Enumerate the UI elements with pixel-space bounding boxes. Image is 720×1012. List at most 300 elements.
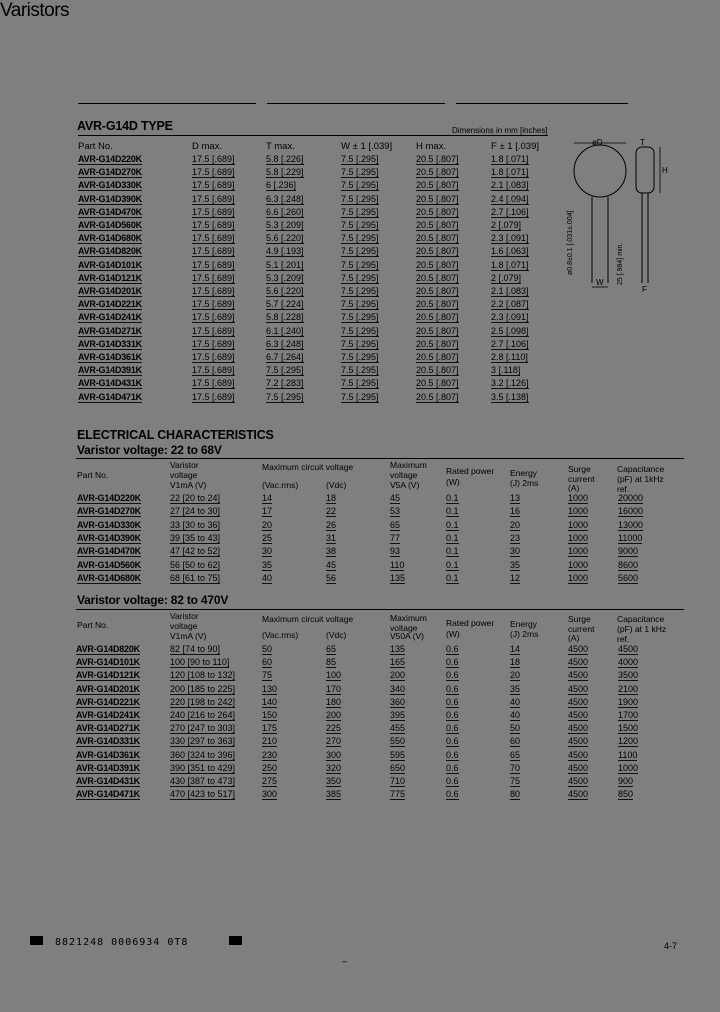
table-cell: 6.3 [.248] (266, 338, 304, 349)
table-cell: 7.5 [.295] (341, 286, 379, 296)
table-cell: 7.5 [.295] (341, 391, 379, 402)
table-cell: 17.5 [.689] (192, 246, 235, 257)
part-number-cell: AVR-G14D220K (77, 493, 141, 503)
table-cell: 2 [.079] (491, 220, 522, 230)
table-cell: 3500 (618, 670, 639, 681)
table-cell: 710 (390, 776, 406, 786)
varistor-outline-diagram (560, 135, 672, 295)
table-cell: 7.5 [.295] (341, 325, 379, 336)
table-cell: 17.5 [.689] (192, 220, 235, 230)
part-number-cell: AVR-G14D270K (77, 506, 141, 517)
table-cell: 135 (390, 644, 406, 654)
table-cell: 2.1 [.083] (491, 286, 529, 296)
table-cell: 0.1 (446, 519, 459, 530)
table-cell: 135 (390, 572, 406, 583)
part-number-cell: AVR-G14D361K (76, 749, 140, 760)
table-cell: 2.2 [.087] (491, 299, 529, 310)
table-cell: 20.5 [.807] (416, 154, 459, 164)
col-h-max: H max. (416, 141, 447, 152)
table-cell: 6.7 [.264] (266, 352, 304, 362)
label-h: H (662, 166, 668, 175)
table-cell: 33 [30 to 36] (170, 519, 221, 530)
table-cell: 2.1 [.083] (491, 180, 529, 191)
col-varistor-voltage: Varistor voltage (170, 460, 199, 480)
col-vac: (Vac.rms) (262, 480, 299, 490)
table-cell: 35 (262, 559, 273, 570)
table-cell: 0.6 (446, 710, 459, 720)
table-cell: 20.5 [.807] (416, 365, 459, 376)
table-cell: 1000 (618, 762, 639, 773)
table-cell: 2.3 [.091] (491, 233, 529, 244)
part-number-cell: AVR-G14D121K (76, 670, 140, 681)
table-cell: 1000 (568, 559, 589, 570)
col-energy: Energy (510, 619, 537, 629)
table-cell: 7.5 [.295] (341, 259, 379, 270)
part-number-cell: AVR-G14D330K (77, 519, 141, 530)
table-cell: 275 (262, 776, 278, 786)
col-surge-unit: (A) (568, 483, 580, 493)
col-cap-unit: (pF) at 1 kHz (617, 624, 667, 634)
table-cell: 5.1 [.201] (266, 259, 304, 270)
table-cell: 35 (510, 559, 521, 570)
table-cell: 17.5 [.689] (192, 180, 235, 191)
table-cell: 100 (326, 670, 342, 681)
col-vunit: V50A (V) (390, 631, 425, 641)
table-cell: 17.5 [.689] (192, 352, 235, 362)
part-number-cell: AVR-G14D201K (78, 286, 142, 296)
part-number-cell: AVR-G14D101K (76, 657, 140, 668)
divider (76, 609, 684, 610)
table-cell: 0.6 (446, 789, 459, 800)
table-cell: 470 [423 to 517] (170, 789, 236, 800)
table-cell: 0.6 (446, 696, 459, 707)
table-cell: 330 [297 to 363] (170, 736, 236, 747)
table-cell: 40 (510, 696, 521, 707)
table-cell: 7.5 [.295] (341, 272, 379, 283)
table-cell: 7.5 [.295] (341, 378, 379, 389)
col-max-circuit-voltage: Maximum circuit voltage (262, 614, 354, 624)
table-cell: 7.5 [.295] (341, 365, 379, 376)
table-cell: 1000 (568, 532, 589, 543)
table-cell: 17.5 [.689] (192, 154, 235, 164)
label-t: T (640, 138, 645, 147)
part-number-cell: AVR-G14D121K (78, 272, 142, 283)
disc-side-shape (636, 147, 654, 193)
table-cell: 4500 (568, 644, 589, 654)
table-cell: 17.5 [.689] (192, 338, 235, 349)
table-cell: 40 (510, 710, 521, 720)
table-cell: 20 (510, 670, 521, 681)
table-cell: 17.5 [.689] (192, 193, 235, 204)
table-cell: 6.3 [.248] (266, 193, 304, 204)
page-number: 4-7 (664, 941, 678, 951)
table-cell: 180 (326, 696, 342, 707)
table-cell: 3.2 [.126] (491, 378, 529, 389)
table-cell: 270 [247 to 303] (170, 723, 236, 734)
table-cell: 20.5 [.807] (416, 312, 459, 323)
table-cell: 30 (262, 546, 273, 557)
col-cap-ref: ref. (617, 634, 630, 644)
table-cell: 300 (262, 789, 278, 800)
col-max-circuit-voltage: Maximum circuit voltage (262, 462, 354, 472)
table-cell: 220 [198 to 242] (170, 696, 236, 707)
table-cell: 360 (390, 696, 406, 707)
part-number-cell: AVR-G14D390K (77, 532, 141, 543)
table-cell: 0.1 (446, 532, 459, 543)
table-cell: 4500 (568, 789, 589, 800)
footer-mark (30, 936, 43, 945)
table-cell: 35 (510, 683, 521, 694)
col-capacitance: Capacitance (617, 614, 665, 624)
table-cell: 20.5 [.807] (416, 167, 459, 178)
table-cell: 5.7 [.224] (266, 299, 304, 310)
col-rated-power: Rated power (446, 466, 495, 476)
table-cell: 300 (326, 749, 342, 760)
table-cell: 68 [61 to 75] (170, 572, 221, 583)
table-cell: 455 (390, 723, 406, 734)
label-w: W (596, 278, 604, 287)
part-number-cell: AVR-G14D201K (76, 683, 140, 694)
table-cell: 20.5 [.807] (416, 272, 459, 283)
footer-dash: – (342, 956, 348, 966)
table-cell: 340 (390, 683, 406, 694)
footer-code: 8821248 0006934 0T8 (55, 937, 189, 948)
table-cell: 65 (390, 519, 401, 530)
col-capacitance: Capacitance (617, 464, 665, 474)
table-cell: 6.6 [.260] (266, 206, 304, 217)
table-cell: 45 (390, 493, 401, 503)
table-cell: 270 (326, 736, 342, 747)
col-f: F ± 1 [.039] (491, 141, 539, 152)
table-cell: 17.5 [.689] (192, 233, 235, 244)
label-lead-length: 25 [.984] min. (617, 242, 624, 285)
divider (267, 103, 445, 104)
table-cell: 65 (326, 644, 337, 654)
table-cell: 4500 (568, 762, 589, 773)
part-number-cell: AVR-G14D271K (78, 325, 142, 336)
dimensions-note: Dimensions in mm [inches] (452, 126, 548, 135)
part-number-cell: AVR-G14D101K (78, 259, 142, 270)
table-cell: 595 (390, 749, 406, 760)
table-cell: 2.8 [.110] (491, 352, 528, 362)
table-cell: 1.8 [.071] (491, 259, 529, 270)
table-cell: 2.5 [.098] (491, 325, 529, 336)
table-cell: 20.5 [.807] (416, 338, 459, 349)
table-cell: 550 (390, 736, 406, 747)
table-cell: 17.5 [.689] (192, 259, 235, 270)
part-number-cell: AVR-G14D330K (78, 180, 142, 191)
table-cell: 60 (262, 657, 273, 668)
col-cap-unit: (pF) at 1kHz (617, 474, 664, 484)
table-cell: 4500 (568, 683, 589, 694)
table-cell: 17.5 [.689] (192, 286, 235, 296)
table-cell: 50 (510, 723, 521, 734)
table-cell: 1000 (568, 546, 589, 557)
divider (456, 103, 628, 104)
table-cell: 7.5 [.295] (341, 312, 379, 323)
table-cell: 5.6 [.220] (266, 233, 304, 244)
table-cell: 200 (326, 710, 342, 720)
part-number-cell: AVR-G14D331K (76, 736, 140, 747)
table-cell: 20 (510, 519, 521, 530)
table-cell: 150 (262, 710, 278, 720)
col-vdc: (Vdc) (326, 630, 347, 640)
table-cell: 1.8 [.071] (491, 154, 529, 164)
table-cell: 120 [108 to 132] (170, 670, 236, 681)
table-cell: 7.5 [.295] (341, 220, 379, 230)
table-cell: 14 (510, 644, 521, 654)
table-cell: 75 (262, 670, 273, 681)
table-cell: 385 (326, 789, 342, 800)
table-cell: 8600 (618, 559, 639, 570)
col-w-unit: (W) (446, 629, 460, 639)
table-cell: 20.5 [.807] (416, 193, 459, 204)
table-cell: 11000 (618, 532, 643, 543)
col-varistor-voltage: Varistor voltage (170, 611, 199, 631)
part-number-cell: AVR-G14D471K (78, 391, 142, 402)
table-cell: 4500 (568, 657, 589, 668)
col-max-voltage: Maximum voltage (390, 460, 427, 480)
table-cell: 5.8 [.226] (266, 154, 304, 164)
table-cell: 4500 (568, 670, 589, 681)
table-cell: 1700 (618, 710, 639, 720)
table-cell: 165 (390, 657, 406, 668)
page-title: Varistors (0, 0, 70, 21)
col-cap-ref: ref. (617, 484, 630, 494)
table-cell: 80 (510, 789, 521, 800)
part-number-cell: AVR-G14D391K (76, 762, 140, 773)
table-cell: 7.5 [.295] (341, 167, 379, 178)
table-cell: 45 (326, 559, 337, 570)
table-cell: 4500 (568, 723, 589, 734)
table-cell: 0.6 (446, 736, 459, 747)
table-cell: 20000 (618, 493, 644, 503)
table-cell: 23 (510, 532, 521, 543)
part-number-cell: AVR-G14D361K (78, 352, 142, 362)
label-lead-diameter: ø0.8±0.1 [.031±.004] (567, 210, 574, 275)
table-cell: 775 (390, 789, 406, 800)
table-cell: 1.8 [.071] (491, 167, 529, 178)
table-cell: 0.6 (446, 762, 459, 773)
table-cell: 0.6 (446, 776, 459, 786)
part-number-cell: AVR-G14D241K (78, 312, 142, 323)
table-cell: 2.4 [.094] (491, 193, 529, 204)
table-cell: 18 (326, 493, 337, 503)
table-cell: 0.1 (446, 546, 459, 557)
part-number-cell: AVR-G14D331K (78, 338, 142, 349)
col-part-no: Part No. (78, 141, 113, 152)
table-cell: 110 (390, 559, 405, 570)
table-cell: 4500 (568, 696, 589, 707)
part-number-cell: AVR-G14D470K (77, 546, 141, 557)
table-cell: 22 (326, 506, 337, 517)
table-cell: 20.5 [.807] (416, 233, 459, 244)
part-number-cell: AVR-G14D391K (78, 365, 142, 376)
table-cell: 25 (262, 532, 273, 543)
part-number-cell: AVR-G14D270K (78, 167, 142, 178)
label-f: F (642, 285, 647, 294)
col-w: W ± 1 [.039] (341, 141, 393, 152)
table-cell: 7.5 [.295] (341, 246, 379, 257)
table-cell: 1100 (618, 749, 638, 760)
table-cell: 30 (510, 546, 521, 557)
table-cell: 17.5 [.689] (192, 312, 235, 323)
table-cell: 4500 (618, 644, 639, 654)
table-cell: 0.6 (446, 670, 459, 681)
table-cell: 320 (326, 762, 342, 773)
table-cell: 5.8 [.229] (266, 167, 304, 178)
col-part-no: Part No. (77, 470, 109, 480)
table-cell: 100 [90 to 110] (170, 657, 230, 668)
group1-title: Varistor voltage: 22 to 68V (77, 443, 222, 457)
table-cell: 17.5 [.689] (192, 365, 235, 376)
table-cell: 16000 (618, 506, 644, 517)
col-vunit: V5A (V) (390, 480, 420, 490)
col-energy-unit: (J) 2ms (510, 629, 539, 639)
table-cell: 1000 (568, 493, 589, 503)
col-d-max: D max. (192, 141, 223, 152)
table-cell: 93 (390, 546, 401, 557)
table-cell: 3.5 [.138] (491, 391, 529, 402)
table-cell: 200 (390, 670, 406, 681)
table-cell: 7.5 [.295] (266, 391, 304, 402)
electrical-section-title: ELECTRICAL CHARACTERISTICS (77, 428, 274, 442)
table-cell: 14 (262, 493, 273, 503)
table-cell: 7.2 [.283] (266, 378, 304, 389)
col-energy-unit: (J) 2ms (510, 478, 539, 488)
col-max-voltage: Maximum voltage (390, 613, 427, 633)
col-w-unit: (W) (446, 477, 460, 487)
part-number-cell: AVR-G14D431K (76, 776, 140, 786)
table-cell: 5.6 [.220] (266, 286, 304, 296)
divider (78, 103, 256, 104)
table-cell: 210 (262, 736, 278, 747)
table-cell: 20 (262, 519, 273, 530)
table-cell: 0.1 (446, 559, 459, 570)
table-cell: 20.5 [.807] (416, 391, 459, 402)
table-cell: 170 (326, 683, 342, 694)
dimensions-section-title: AVR-G14D TYPE (77, 119, 173, 133)
table-cell: 56 (326, 572, 337, 583)
table-cell: 390 [351 to 429] (170, 762, 236, 773)
table-cell: 1500 (618, 723, 639, 734)
col-v1ma: V1mA (V) (170, 631, 207, 641)
part-number-cell: AVR-G14D820K (76, 644, 140, 654)
table-cell: 4000 (618, 657, 639, 668)
part-number-cell: AVR-G14D241K (76, 710, 140, 720)
part-number-cell: AVR-G14D221K (76, 696, 140, 707)
table-cell: 20.5 [.807] (416, 180, 459, 191)
table-cell: 20.5 [.807] (416, 206, 459, 217)
part-number-cell: AVR-G14D271K (76, 723, 140, 734)
part-number-cell: AVR-G14D220K (78, 154, 142, 164)
col-vac: (Vac.rms) (262, 630, 299, 640)
table-cell: 5600 (618, 572, 639, 583)
group2-title: Varistor voltage: 82 to 470V (77, 593, 229, 607)
table-cell: 200 [185 to 225] (170, 683, 236, 694)
table-cell: 20.5 [.807] (416, 286, 459, 296)
table-cell: 240 [216 to 264] (170, 710, 236, 720)
table-cell: 5.3 [.209] (266, 272, 304, 283)
col-part-no: Part No. (77, 620, 109, 630)
table-cell: 1000 (568, 572, 589, 583)
table-cell: 430 [387 to 473] (170, 776, 236, 786)
table-cell: 20.5 [.807] (416, 378, 459, 389)
table-cell: 20.5 [.807] (416, 259, 459, 270)
part-number-cell: AVR-G14D680K (78, 233, 142, 244)
table-cell: 26 (326, 519, 337, 530)
table-cell: 5.3 [.209] (266, 220, 304, 230)
col-surge-current: Surge current (568, 464, 595, 484)
table-cell: 230 (262, 749, 278, 760)
table-cell: 17.5 [.689] (192, 299, 235, 310)
table-cell: 7.5 [.295] (341, 180, 379, 191)
part-number-cell: AVR-G14D431K (78, 378, 142, 389)
table-cell: 27 [24 to 30] (170, 506, 221, 517)
table-cell: 395 (390, 710, 406, 720)
col-surge-unit: (A) (568, 633, 580, 643)
table-cell: 20.5 [.807] (416, 299, 459, 310)
footer-mark (229, 936, 242, 945)
table-cell: 53 (390, 506, 401, 517)
table-cell: 50 (262, 644, 273, 654)
table-cell: 2.7 [.106] (491, 206, 529, 217)
table-cell: 0.6 (446, 683, 459, 694)
table-cell: 4500 (568, 749, 589, 760)
table-cell: 7.5 [.295] (341, 299, 379, 310)
table-cell: 1.6 [.063] (491, 246, 529, 257)
table-cell: 20.5 [.807] (416, 246, 459, 257)
table-cell: 1000 (568, 506, 589, 517)
table-cell: 4500 (568, 736, 589, 747)
table-cell: 7.5 [.295] (341, 206, 379, 217)
table-cell: 0.6 (446, 749, 459, 760)
table-cell: 7.5 [.295] (341, 233, 379, 244)
table-cell: 850 (618, 789, 634, 800)
table-cell: 2 [.079] (491, 272, 522, 283)
table-cell: 13000 (618, 519, 644, 530)
table-cell: 13 (510, 493, 521, 503)
table-cell: 77 (390, 532, 401, 543)
part-number-cell: AVR-G14D470K (78, 206, 142, 217)
part-number-cell: AVR-G14D221K (78, 299, 142, 310)
table-cell: 20.5 [.807] (416, 220, 459, 230)
table-cell: 250 (262, 762, 278, 773)
table-cell: 17 (262, 506, 273, 517)
table-cell: 85 (326, 657, 337, 668)
col-t-max: T max. (266, 141, 295, 152)
table-cell: 140 (262, 696, 278, 707)
table-cell: 0.6 (446, 644, 459, 654)
part-number-cell: AVR-G14D680K (77, 572, 141, 583)
table-cell: 17.5 [.689] (192, 167, 235, 178)
part-number-cell: AVR-G14D560K (78, 220, 142, 230)
table-cell: 4.9 [.193] (266, 246, 304, 257)
table-cell: 2.7 [.106] (491, 338, 529, 349)
table-cell: 9000 (618, 546, 639, 557)
table-cell: 20.5 [.807] (416, 325, 459, 336)
part-number-cell: AVR-G14D471K (76, 789, 140, 800)
table-cell: 82 [74 to 90] (170, 644, 221, 654)
col-vdc: (Vdc) (326, 480, 347, 490)
table-cell: 350 (326, 776, 342, 786)
table-cell: 1900 (618, 696, 639, 707)
table-cell: 7.5 [.295] (341, 154, 379, 164)
table-cell: 7.5 [.295] (341, 193, 379, 204)
table-cell: 16 (510, 506, 521, 517)
table-cell: 1200 (618, 736, 639, 747)
table-cell: 7.5 [.295] (341, 352, 379, 362)
